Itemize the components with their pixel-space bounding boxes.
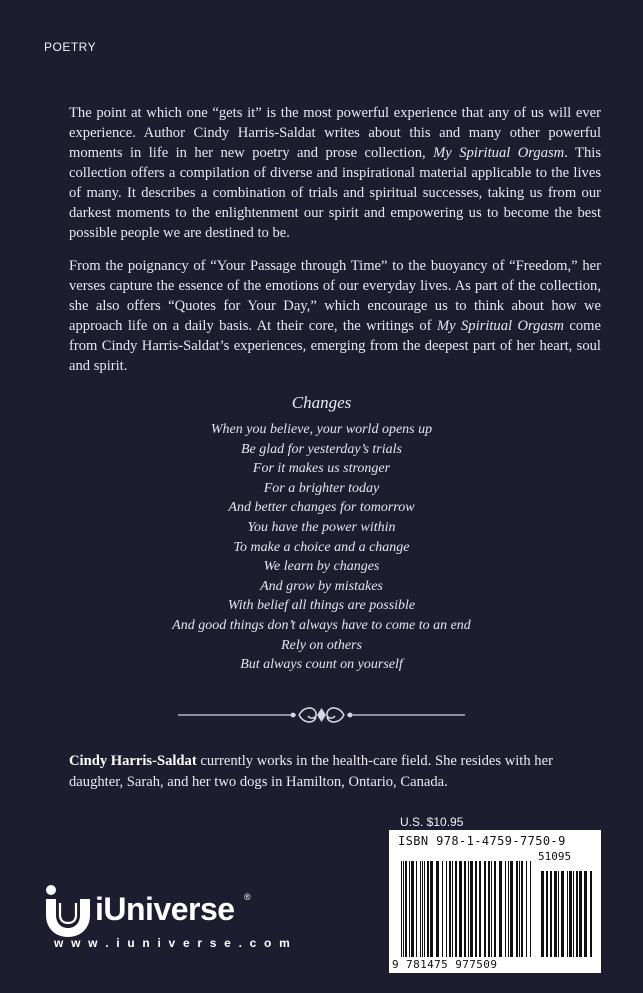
- book-title: My Spiritual Orgasm: [433, 145, 565, 161]
- barcode-bar: [424, 861, 425, 957]
- barcode-bar: [584, 871, 587, 957]
- barcode-bar: [449, 861, 451, 957]
- barcode-bar: [427, 861, 429, 957]
- category-label: POETRY: [44, 40, 97, 54]
- barcode-bar: [479, 861, 481, 957]
- barcode-bar: [510, 861, 513, 957]
- barcode-bar: [526, 861, 527, 957]
- barcode-bar: [411, 861, 414, 957]
- barcode-bar: [442, 861, 443, 957]
- ornament-divider-icon: [178, 704, 465, 726]
- poem-line: We learn by changes: [263, 559, 380, 575]
- barcode-bar: [401, 861, 402, 957]
- barcode-bar: [430, 861, 433, 957]
- barcode-bar: [579, 871, 582, 957]
- poem-line: When you believe, your world opens up: [210, 422, 433, 437]
- barcode-bar: [459, 861, 462, 957]
- book-title: My Spiritual Orgasm: [436, 318, 564, 334]
- barcode-bar: [558, 871, 559, 957]
- barcode-bar: [484, 861, 486, 957]
- barcode-bar: [422, 861, 423, 957]
- barcode-bar: [475, 861, 477, 957]
- barcode-bar: [403, 861, 404, 957]
- blurb-paragraph-1: The point at which one “gets it” is the most powerful experience that any of us will ever experience. Author Cindy Harris-Saldat writes about this and many other powerful moments in life in her new poetry and prose collection, My Spiritual Orgasm. This collection offers a compilation of diverse and inspirational material applicable to the lives of many. It describes a combination of trials and spiritual successes, taking us from our darkest moments to the enlightenment our spirit and empowering us to become the best possible people we are destined to be.: [69, 105, 602, 241]
- barcode-bar: [416, 861, 417, 957]
- barcode-bar: [546, 871, 548, 957]
- barcode-bar: [468, 861, 469, 957]
- barcode-bar: [519, 861, 520, 957]
- isbn-label: ISBN 978-1-4759-7750-9: [398, 834, 566, 848]
- iuniverse-swirl-icon: [42, 883, 94, 943]
- poem-line: You have the power within: [247, 519, 396, 535]
- registered-mark: ®: [244, 892, 251, 902]
- poem-line: Rely on others: [281, 637, 362, 653]
- poem-line: For it makes us stronger: [252, 461, 391, 477]
- barcode-bar: [576, 871, 578, 957]
- poem-title: Changes: [291, 393, 352, 412]
- poem-line: For a brighter today: [263, 480, 380, 496]
- poem-line: And better changes for tomorrow: [228, 500, 415, 516]
- barcode-bar: [409, 861, 410, 957]
- barcode-bar: [446, 861, 447, 957]
- poem-body: [0, 420, 643, 675]
- barcode-bar: [561, 871, 564, 957]
- addon-digits: 51095: [538, 850, 572, 863]
- publisher-logo: [42, 883, 257, 943]
- poem-line: But always count on yourself: [240, 657, 403, 673]
- barcode-bar: [516, 861, 518, 957]
- poem-line: With belief all things are possible: [227, 598, 416, 614]
- barcode-bar: [573, 871, 574, 957]
- barcode-bar: [491, 861, 492, 957]
- barcode-bar: [508, 861, 509, 957]
- barcode-bar: [455, 861, 457, 957]
- barcode-bar: [569, 871, 572, 957]
- blurb-paragraph-2: From the poignancy of “Your Passage through Time” to the buoyancy of “Freedom,” her verses capture the essence of the emotions of our everyday lives. As part of the collection, she also offers “Quotes for Your Day,” which encourage us to think about how we approach life on a daily basis. At their core, the writings of My Spiritual Orgasm come from Cindy Harris-Saldat’s experiences, emerging from the deepest part of her heart, soul and spirit.: [69, 258, 601, 374]
- barcode-bar: [488, 861, 490, 957]
- barcode-bar: [420, 861, 421, 957]
- publisher-name: iUniverse: [95, 891, 235, 927]
- publisher-url: w w w . i u n i v e r s e . c o m: [54, 936, 292, 950]
- ean-digits: 9 781475 977509: [392, 958, 498, 971]
- author-bio: Cindy Harris-Saldat currently works in the health-care field. She resides with her daughter, Sarah, and her two dogs in Hamilton, Ontario, Canada.: [69, 753, 553, 790]
- barcode-bar: [464, 861, 466, 957]
- barcode-bar: [494, 861, 496, 957]
- barcode-bar: [505, 861, 506, 957]
- author-name: Cindy Harris-Saldat: [69, 753, 197, 769]
- barcode-bar: [499, 861, 502, 957]
- barcode-icon: [395, 851, 595, 959]
- barcode-bar: [405, 861, 407, 957]
- barcode-bar: [541, 871, 544, 957]
- poem-line: And good things don’t always have to come to an end: [172, 617, 471, 633]
- barcode-bar: [436, 861, 439, 957]
- price-label: U.S. $10.95: [400, 815, 464, 829]
- poem-line: To make a choice and a change: [233, 539, 410, 555]
- barcode-bar: [550, 871, 552, 957]
- barcode-bar: [590, 871, 592, 957]
- barcode-bar: [521, 861, 523, 957]
- barcode-bar: [452, 861, 453, 957]
- barcode-bar: [554, 871, 557, 957]
- poem-line: And grow by mistakes: [260, 578, 383, 594]
- poem-line: Be glad for yesterday’s trials: [241, 441, 402, 457]
- barcode-bar: [530, 861, 531, 957]
- barcode-bar: [470, 861, 473, 957]
- barcode-bar: [567, 871, 568, 957]
